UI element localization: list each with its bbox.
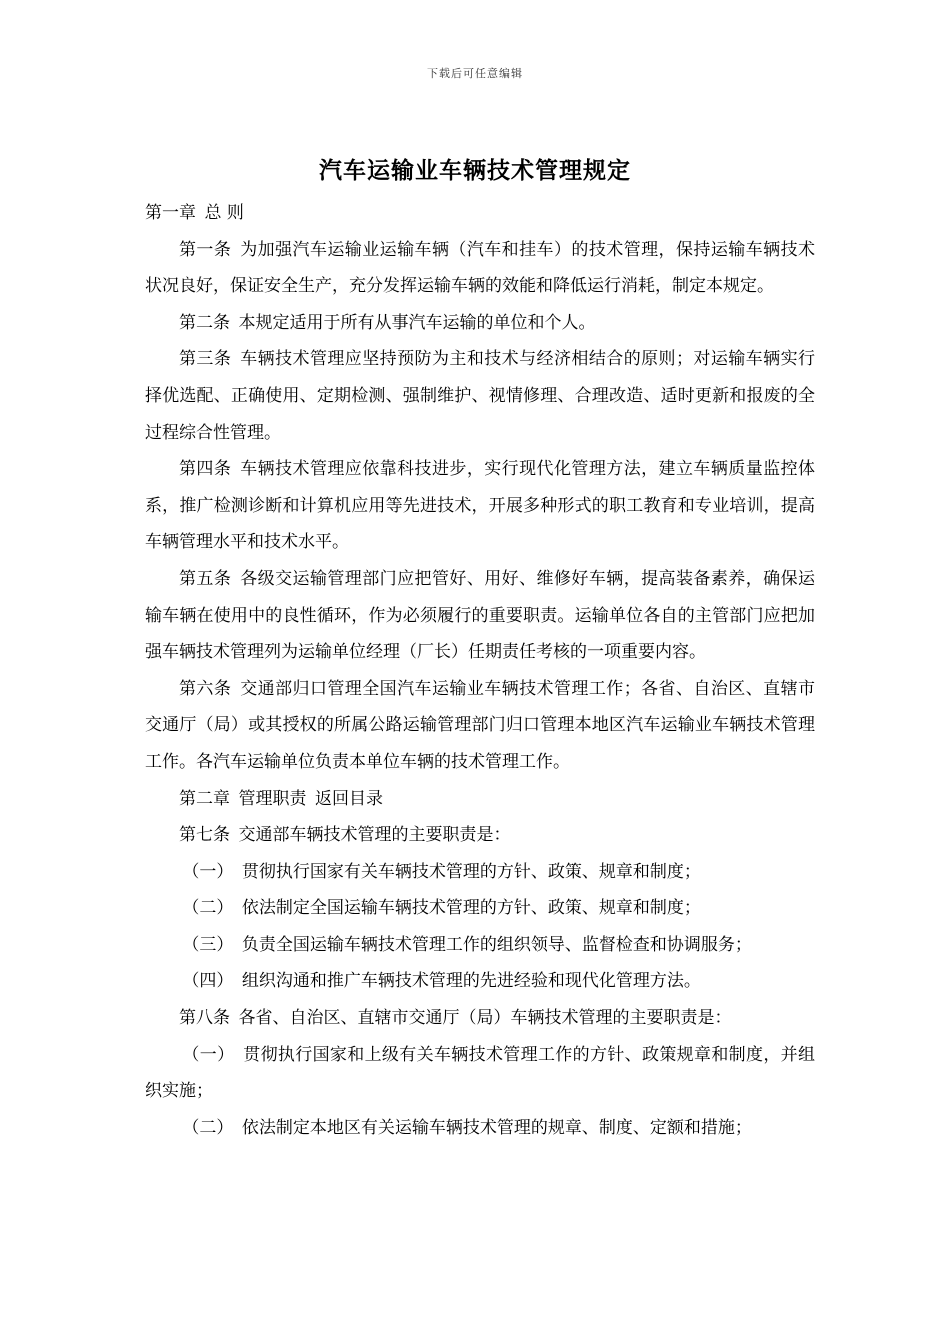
item-number: （二） — [182, 1117, 234, 1138]
article-3 — [145, 341, 815, 451]
header-note: 下载后可任意编辑 — [427, 67, 523, 80]
article-1 — [145, 232, 815, 305]
article-7-text: 交通部车辆技术管理的主要职责是： — [238, 825, 511, 846]
article-6-text: 交通部归口管理全国汽车运输业车辆技术管理工作；各省、自治区、直辖市交通厅（局）或其授权的所属公路运输管理部门归口管理本地区汽车运输业车辆技术管理工作。各汽车运输单位负责本单位车辆的技术管理工作。 — [145, 678, 816, 772]
article-5-text: 各级交运输管理部门应把管好、用好、维修好车辆，提高装备素养，确保运输车辆在使用中的良性循环，作为必须履行的重要职责。运输单位各自的主管部门应把加强车辆技术管理列为运输单位经理（厂长）任期责任考核的一项重要内容。 — [145, 568, 816, 663]
item-number: （三） — [182, 934, 234, 955]
item-number: （二） — [182, 898, 234, 919]
item-text: 贯彻执行国家有关车辆技术管理的方针、政策、规章和制度； — [241, 861, 701, 882]
article-4 — [145, 451, 815, 561]
item-text: 依法制定本地区有关运输车辆技术管理的规章、制度、定额和措施； — [241, 1117, 752, 1138]
chapter-2-heading — [145, 781, 815, 818]
article-5-label: 第五条 — [179, 568, 232, 589]
document-title: 汽车运输业车辆技术管理规定 — [319, 157, 631, 184]
back-to-toc-link[interactable]: 返回目录 — [315, 788, 383, 809]
chapter-1-label: 第一章 — [145, 203, 196, 223]
article-7 — [145, 817, 815, 854]
article-2-text: 本规定适用于所有从事汽车运输的单位和个人。 — [238, 312, 596, 333]
article-3-label: 第三条 — [179, 349, 232, 370]
article-4-text: 车辆技术管理应依靠科技进步，实行现代化管理方法，建立车辆质量监控体系，推广检测诊断和计算机应用等先进技术，开展多种形式的职工教育和专业培训，提高车辆管理水平和技术水平。 — [145, 459, 816, 553]
article-8-item — [145, 1110, 815, 1147]
item-text: 组织沟通和推广车辆技术管理的先进经验和现代化管理方法。 — [241, 971, 701, 992]
article-7-item — [145, 890, 815, 927]
article-5 — [145, 561, 815, 671]
article-8-text: 各省、自治区、直辖市交通厅（局）车辆技术管理的主要职责是： — [238, 1008, 732, 1029]
article-8-label: 第八条 — [179, 1008, 230, 1029]
article-6-label: 第六条 — [179, 678, 232, 699]
article-8 — [145, 1000, 815, 1037]
article-7-label: 第七条 — [179, 825, 230, 846]
item-text: 贯彻执行国家和上级有关车辆技术管理工作的方针、政策规章和制度，并组织实施； — [145, 1044, 816, 1102]
article-1-label: 第一条 — [179, 239, 232, 260]
article-7-item — [145, 927, 815, 964]
article-2 — [145, 305, 815, 342]
item-text: 负责全国运输车辆技术管理工作的组织领导、监督检查和协调服务； — [241, 934, 752, 955]
article-3-text: 车辆技术管理应坚持预防为主和技术与经济相结合的原则；对运输车辆实行择优选配、正确使用、定期检测、强制维护、视情修理、合理改造、适时更新和报废的全过程综合性管理。 — [145, 349, 816, 443]
article-4-label: 第四条 — [179, 459, 232, 480]
chapter-1-heading — [145, 195, 815, 232]
article-7-item — [145, 854, 815, 891]
article-8-item — [145, 1037, 815, 1110]
item-number: （四） — [182, 971, 234, 992]
article-6 — [145, 671, 815, 781]
document-body — [145, 195, 815, 1146]
article-7-item — [145, 963, 815, 1000]
item-text: 依法制定全国运输车辆技术管理的方针、政策、规章和制度； — [241, 898, 701, 919]
chapter-1-name: 总 则 — [204, 203, 244, 223]
chapter-2-label: 第二章 — [179, 788, 230, 809]
item-number: （一） — [182, 861, 234, 882]
item-number: （一） — [182, 1044, 235, 1065]
article-2-label: 第二条 — [179, 312, 230, 333]
article-1-text: 为加强汽车运输业运输车辆（汽车和挂车）的技术管理，保持运输车辆技术状况良好，保证安全生产，充分发挥运输车辆的效能和降低运行消耗，制定本规定。 — [145, 239, 816, 297]
chapter-2-name: 管理职责 — [238, 788, 307, 809]
